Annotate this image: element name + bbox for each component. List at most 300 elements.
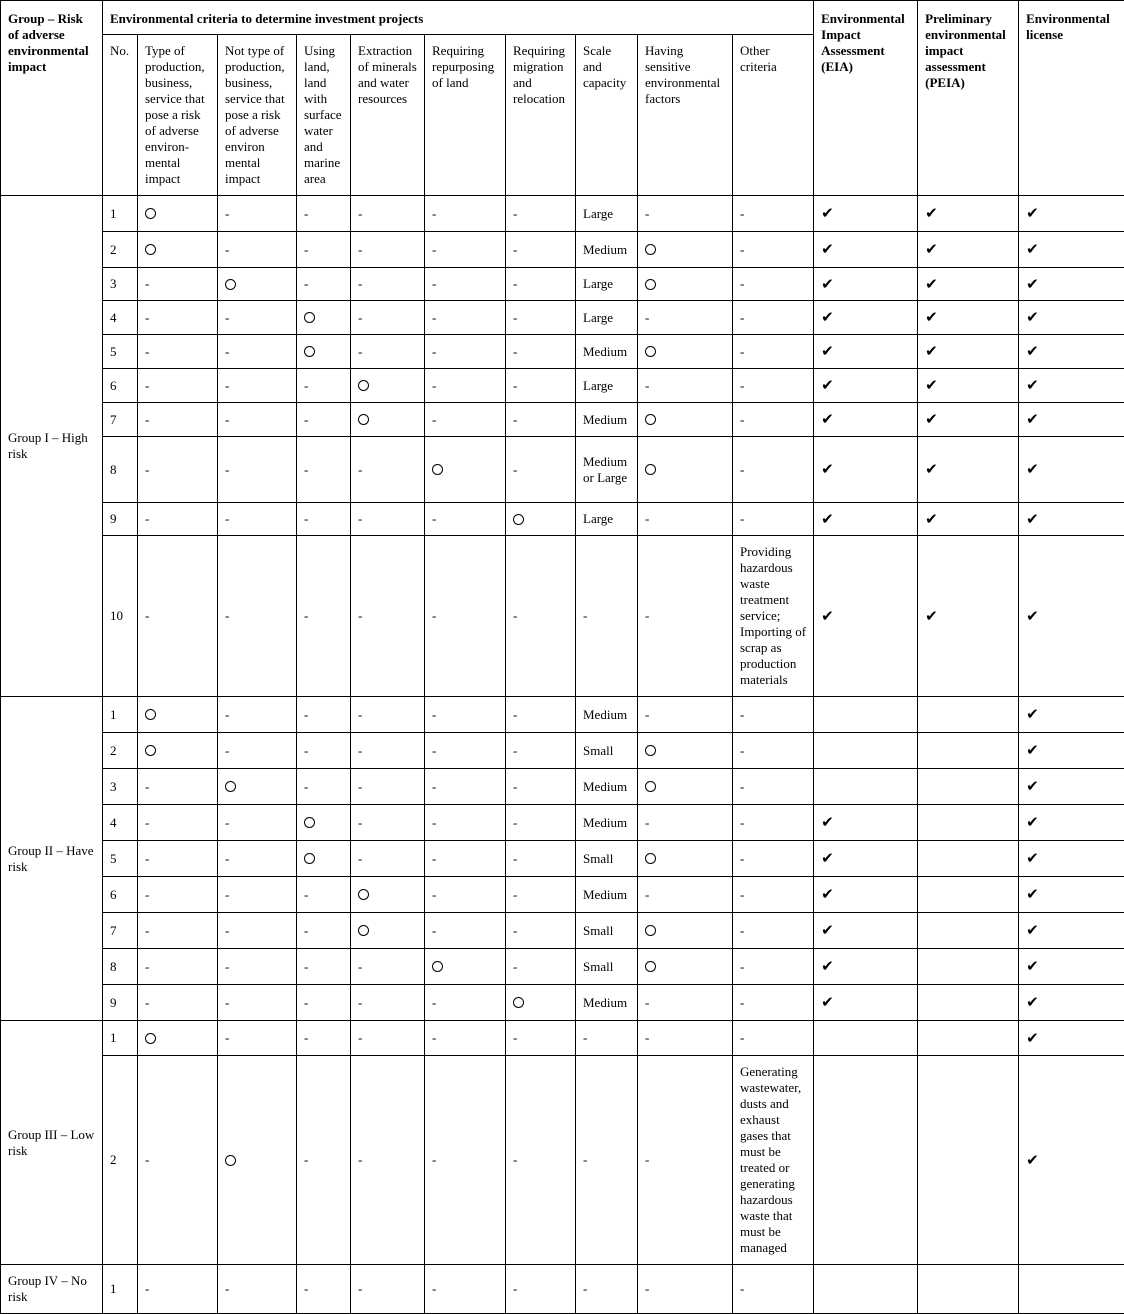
table-row xyxy=(1,877,1124,913)
not-type-risk-cell xyxy=(218,1056,297,1265)
circle-icon xyxy=(645,781,656,792)
row-number: 1 xyxy=(103,697,138,733)
extraction-cell xyxy=(351,369,425,403)
check-icon: ✔ xyxy=(821,460,834,478)
row-number: 6 xyxy=(103,369,138,403)
circle-icon xyxy=(358,889,369,900)
migration-cell: - xyxy=(506,913,576,949)
sensitive-cell xyxy=(638,733,733,769)
check-icon: ✔ xyxy=(821,204,834,222)
group-label: Group II – Have risk xyxy=(1,697,103,1021)
circle-icon xyxy=(645,961,656,972)
table-row xyxy=(1,232,1124,268)
type-risk-cell xyxy=(138,733,218,769)
license-cell xyxy=(1019,536,1124,697)
license-cell xyxy=(1019,949,1124,985)
repurposing-cell xyxy=(425,437,506,503)
migration-cell: - xyxy=(506,949,576,985)
sensitive-cell: - xyxy=(638,301,733,335)
peia-cell xyxy=(918,1265,1019,1314)
peia-cell xyxy=(918,232,1019,268)
license-cell xyxy=(1019,877,1124,913)
license-cell xyxy=(1019,335,1124,369)
not-type-risk-cell: - xyxy=(218,196,297,232)
not-type-risk-cell: - xyxy=(218,403,297,437)
type-risk-cell: - xyxy=(138,536,218,697)
extraction-cell: - xyxy=(351,196,425,232)
peia-cell xyxy=(918,697,1019,733)
migration-cell: - xyxy=(506,335,576,369)
other-criteria-cell: - xyxy=(733,985,814,1021)
license-column-header: Environmental license xyxy=(1019,1,1124,196)
eia-cell xyxy=(814,369,918,403)
circle-icon xyxy=(145,244,156,255)
scale-cell: Medium or Large xyxy=(576,437,638,503)
extraction-cell: - xyxy=(351,232,425,268)
check-icon: ✔ xyxy=(821,308,834,326)
group-label: Group IV – No risk xyxy=(1,1265,103,1314)
check-icon: ✔ xyxy=(1026,1151,1039,1169)
circle-icon xyxy=(645,745,656,756)
type-risk-cell: - xyxy=(138,437,218,503)
scale-cell: Large xyxy=(576,268,638,301)
sensitive-cell xyxy=(638,949,733,985)
other-criteria-cell: - xyxy=(733,403,814,437)
circle-icon xyxy=(304,853,315,864)
circle-icon xyxy=(432,464,443,475)
scale-cell: Large xyxy=(576,369,638,403)
check-icon: ✔ xyxy=(821,607,834,625)
extraction-cell: - xyxy=(351,733,425,769)
scale-column-header: Scale and capacity xyxy=(576,35,638,196)
not-type-risk-cell: - xyxy=(218,697,297,733)
not-type-risk-cell: - xyxy=(218,1021,297,1056)
sensitive-cell: - xyxy=(638,877,733,913)
other-criteria-column-header: Other criteria xyxy=(733,35,814,196)
check-icon: ✔ xyxy=(1026,993,1039,1011)
migration-cell xyxy=(506,503,576,536)
type-risk-cell: - xyxy=(138,268,218,301)
repurposing-cell: - xyxy=(425,268,506,301)
extraction-cell: - xyxy=(351,697,425,733)
using-land-cell: - xyxy=(297,503,351,536)
circle-icon xyxy=(145,1033,156,1044)
using-land-cell: - xyxy=(297,1265,351,1314)
type-risk-cell: - xyxy=(138,503,218,536)
sensitive-cell: - xyxy=(638,1021,733,1056)
header-row-1 xyxy=(1,1,1124,35)
license-cell xyxy=(1019,437,1124,503)
repurposing-cell: - xyxy=(425,536,506,697)
migration-cell xyxy=(506,985,576,1021)
sensitive-cell xyxy=(638,913,733,949)
not-type-risk-cell: - xyxy=(218,503,297,536)
check-icon: ✔ xyxy=(1026,705,1039,723)
table-row xyxy=(1,369,1124,403)
using-land-cell: - xyxy=(297,536,351,697)
repurposing-cell: - xyxy=(425,1265,506,1314)
type-risk-cell: - xyxy=(138,403,218,437)
license-cell xyxy=(1019,196,1124,232)
group-label: Group I – High risk xyxy=(1,196,103,697)
using-land-cell: - xyxy=(297,877,351,913)
peia-column-header: Preliminary environmental impact assessment (PEIA) xyxy=(918,1,1019,196)
circle-icon xyxy=(145,709,156,720)
check-icon: ✔ xyxy=(925,460,938,478)
check-icon: ✔ xyxy=(1026,813,1039,831)
scale-cell: Small xyxy=(576,841,638,877)
eia-cell xyxy=(814,536,918,697)
sensitive-cell: - xyxy=(638,503,733,536)
scale-cell: - xyxy=(576,536,638,697)
check-icon: ✔ xyxy=(1026,607,1039,625)
license-cell xyxy=(1019,769,1124,805)
check-icon: ✔ xyxy=(925,607,938,625)
check-icon: ✔ xyxy=(1026,849,1039,867)
using-land-cell: - xyxy=(297,769,351,805)
check-icon: ✔ xyxy=(1026,1029,1039,1047)
circle-icon xyxy=(358,925,369,936)
using-land-cell xyxy=(297,805,351,841)
scale-cell: Medium xyxy=(576,877,638,913)
check-icon: ✔ xyxy=(821,885,834,903)
using-land-cell: - xyxy=(297,403,351,437)
check-icon: ✔ xyxy=(925,342,938,360)
row-number: 3 xyxy=(103,769,138,805)
sensitive-cell: - xyxy=(638,1056,733,1265)
eia-cell xyxy=(814,769,918,805)
using-land-cell xyxy=(297,301,351,335)
migration-cell: - xyxy=(506,697,576,733)
extraction-cell xyxy=(351,913,425,949)
check-icon: ✔ xyxy=(925,275,938,293)
circle-icon xyxy=(358,380,369,391)
extraction-cell xyxy=(351,877,425,913)
eia-column-header: Environmental Impact Assessment (EIA) xyxy=(814,1,918,196)
type-risk-cell xyxy=(138,1021,218,1056)
table-row xyxy=(1,1056,1124,1265)
row-number: 8 xyxy=(103,949,138,985)
eia-cell xyxy=(814,196,918,232)
scale-cell: - xyxy=(576,1056,638,1265)
peia-cell xyxy=(918,301,1019,335)
extraction-cell: - xyxy=(351,769,425,805)
not-type-risk-cell: - xyxy=(218,841,297,877)
other-criteria-cell: Providing hazardous waste treatment service; Importing of scrap as production materials xyxy=(733,536,814,697)
other-criteria-cell: - xyxy=(733,437,814,503)
circle-icon xyxy=(513,997,524,1008)
other-criteria-cell: - xyxy=(733,369,814,403)
other-criteria-cell: - xyxy=(733,301,814,335)
migration-column-header: Requiring migration and relocation xyxy=(506,35,576,196)
repurposing-cell: - xyxy=(425,196,506,232)
scale-cell: - xyxy=(576,1021,638,1056)
circle-icon xyxy=(645,244,656,255)
check-icon: ✔ xyxy=(821,376,834,394)
migration-cell: - xyxy=(506,877,576,913)
circle-icon xyxy=(645,414,656,425)
check-icon: ✔ xyxy=(925,308,938,326)
not-type-risk-column-header: Not type of production, business, service that pose a risk of adverse environ mental impact xyxy=(218,35,297,196)
license-cell xyxy=(1019,805,1124,841)
table-row xyxy=(1,196,1124,232)
license-cell xyxy=(1019,301,1124,335)
migration-cell: - xyxy=(506,437,576,503)
license-cell xyxy=(1019,1265,1124,1314)
repurposing-cell: - xyxy=(425,232,506,268)
not-type-risk-cell: - xyxy=(218,733,297,769)
check-icon: ✔ xyxy=(925,376,938,394)
migration-cell: - xyxy=(506,733,576,769)
other-criteria-cell: - xyxy=(733,841,814,877)
table-row xyxy=(1,403,1124,437)
check-icon: ✔ xyxy=(821,813,834,831)
migration-cell: - xyxy=(506,196,576,232)
extraction-cell: - xyxy=(351,335,425,369)
circle-icon xyxy=(645,853,656,864)
license-cell xyxy=(1019,369,1124,403)
check-icon: ✔ xyxy=(821,957,834,975)
circle-icon xyxy=(513,514,524,525)
repurposing-cell: - xyxy=(425,697,506,733)
row-number: 2 xyxy=(103,733,138,769)
license-cell xyxy=(1019,697,1124,733)
row-number: 2 xyxy=(103,1056,138,1265)
peia-cell xyxy=(918,913,1019,949)
peia-cell xyxy=(918,335,1019,369)
scale-cell: Small xyxy=(576,913,638,949)
check-icon: ✔ xyxy=(821,275,834,293)
row-number: 3 xyxy=(103,268,138,301)
using-land-cell: - xyxy=(297,697,351,733)
using-land-cell: - xyxy=(297,1021,351,1056)
scale-cell: Medium xyxy=(576,232,638,268)
no-column-header: No. xyxy=(103,35,138,196)
other-criteria-cell: - xyxy=(733,733,814,769)
sensitive-cell: - xyxy=(638,1265,733,1314)
eia-cell xyxy=(814,437,918,503)
eia-cell xyxy=(814,403,918,437)
eia-cell xyxy=(814,335,918,369)
row-number: 9 xyxy=(103,985,138,1021)
table-row xyxy=(1,1021,1124,1056)
scale-cell: Medium xyxy=(576,769,638,805)
peia-cell xyxy=(918,805,1019,841)
migration-cell: - xyxy=(506,232,576,268)
check-icon: ✔ xyxy=(1026,885,1039,903)
other-criteria-cell: - xyxy=(733,196,814,232)
table-row xyxy=(1,949,1124,985)
other-criteria-cell: - xyxy=(733,949,814,985)
type-risk-cell: - xyxy=(138,985,218,1021)
extraction-cell: - xyxy=(351,1021,425,1056)
table-row xyxy=(1,1265,1124,1314)
eia-cell xyxy=(814,949,918,985)
not-type-risk-cell: - xyxy=(218,232,297,268)
eia-cell xyxy=(814,913,918,949)
using-land-cell: - xyxy=(297,232,351,268)
extraction-cell: - xyxy=(351,536,425,697)
using-land-cell: - xyxy=(297,437,351,503)
repurposing-cell: - xyxy=(425,503,506,536)
not-type-risk-cell: - xyxy=(218,369,297,403)
extraction-cell: - xyxy=(351,985,425,1021)
peia-cell xyxy=(918,403,1019,437)
peia-cell xyxy=(918,769,1019,805)
row-number: 10 xyxy=(103,536,138,697)
scale-cell: Small xyxy=(576,949,638,985)
table-row xyxy=(1,335,1124,369)
circle-icon xyxy=(304,346,315,357)
license-cell xyxy=(1019,232,1124,268)
check-icon: ✔ xyxy=(821,342,834,360)
type-risk-cell: - xyxy=(138,369,218,403)
type-risk-cell: - xyxy=(138,805,218,841)
not-type-risk-cell xyxy=(218,268,297,301)
eia-cell xyxy=(814,805,918,841)
check-icon: ✔ xyxy=(1026,460,1039,478)
check-icon: ✔ xyxy=(1026,204,1039,222)
other-criteria-cell: - xyxy=(733,503,814,536)
sensitive-cell xyxy=(638,841,733,877)
eia-cell xyxy=(814,1265,918,1314)
check-icon: ✔ xyxy=(1026,777,1039,795)
other-criteria-cell: - xyxy=(733,805,814,841)
repurposing-cell xyxy=(425,949,506,985)
migration-cell: - xyxy=(506,301,576,335)
license-cell xyxy=(1019,913,1124,949)
type-risk-column-header: Type of production, business, service that pose a risk of adverse environ-mental impact xyxy=(138,35,218,196)
other-criteria-cell: - xyxy=(733,335,814,369)
repurposing-cell: - xyxy=(425,805,506,841)
using-land-cell xyxy=(297,841,351,877)
scale-cell: Medium xyxy=(576,335,638,369)
row-number: 6 xyxy=(103,877,138,913)
row-number: 1 xyxy=(103,1265,138,1314)
check-icon: ✔ xyxy=(1026,240,1039,258)
eia-cell xyxy=(814,268,918,301)
sensitive-cell xyxy=(638,437,733,503)
circle-icon xyxy=(225,279,236,290)
type-risk-cell: - xyxy=(138,335,218,369)
row-number: 4 xyxy=(103,805,138,841)
circle-icon xyxy=(225,781,236,792)
table-row xyxy=(1,697,1124,733)
peia-cell xyxy=(918,268,1019,301)
sensitive-cell: - xyxy=(638,697,733,733)
migration-cell: - xyxy=(506,1265,576,1314)
type-risk-cell: - xyxy=(138,1265,218,1314)
not-type-risk-cell: - xyxy=(218,1265,297,1314)
peia-cell xyxy=(918,733,1019,769)
type-risk-cell: - xyxy=(138,301,218,335)
repurposing-cell: - xyxy=(425,301,506,335)
extraction-cell xyxy=(351,403,425,437)
type-risk-cell: - xyxy=(138,949,218,985)
using-land-cell: - xyxy=(297,949,351,985)
eia-cell xyxy=(814,877,918,913)
eia-cell xyxy=(814,301,918,335)
check-icon: ✔ xyxy=(1026,308,1039,326)
type-risk-cell: - xyxy=(138,769,218,805)
eia-cell xyxy=(814,841,918,877)
check-icon: ✔ xyxy=(1026,275,1039,293)
migration-cell: - xyxy=(506,369,576,403)
check-icon: ✔ xyxy=(821,410,834,428)
scale-cell: Large xyxy=(576,196,638,232)
table-row xyxy=(1,733,1124,769)
repurposing-cell: - xyxy=(425,877,506,913)
migration-cell: - xyxy=(506,1021,576,1056)
sensitive-cell: - xyxy=(638,369,733,403)
eia-cell xyxy=(814,733,918,769)
extraction-cell: - xyxy=(351,805,425,841)
group-column-header: Group – Risk of adverse environmental impact xyxy=(1,1,103,196)
peia-cell xyxy=(918,949,1019,985)
check-icon: ✔ xyxy=(821,993,834,1011)
repurposing-cell: - xyxy=(425,369,506,403)
extraction-column-header: Extraction of minerals and water resources xyxy=(351,35,425,196)
scale-cell: Medium xyxy=(576,403,638,437)
not-type-risk-cell: - xyxy=(218,985,297,1021)
circle-icon xyxy=(432,961,443,972)
other-criteria-cell: - xyxy=(733,1021,814,1056)
other-criteria-cell: - xyxy=(733,877,814,913)
not-type-risk-cell: - xyxy=(218,301,297,335)
using-land-cell: - xyxy=(297,268,351,301)
peia-cell xyxy=(918,536,1019,697)
migration-cell: - xyxy=(506,769,576,805)
check-icon: ✔ xyxy=(925,510,938,528)
repurposing-cell: - xyxy=(425,769,506,805)
not-type-risk-cell: - xyxy=(218,805,297,841)
check-icon: ✔ xyxy=(821,849,834,867)
table-row xyxy=(1,536,1124,697)
table-row xyxy=(1,268,1124,301)
peia-cell xyxy=(918,1056,1019,1265)
using-land-cell: - xyxy=(297,196,351,232)
scale-cell: - xyxy=(576,1265,638,1314)
migration-cell: - xyxy=(506,268,576,301)
check-icon: ✔ xyxy=(1026,921,1039,939)
check-icon: ✔ xyxy=(925,240,938,258)
row-number: 8 xyxy=(103,437,138,503)
repurposing-cell: - xyxy=(425,1056,506,1265)
circle-icon xyxy=(304,312,315,323)
sensitive-cell: - xyxy=(638,985,733,1021)
check-icon: ✔ xyxy=(925,410,938,428)
license-cell xyxy=(1019,503,1124,536)
migration-cell: - xyxy=(506,403,576,437)
row-number: 1 xyxy=(103,1021,138,1056)
type-risk-cell: - xyxy=(138,913,218,949)
check-icon: ✔ xyxy=(821,240,834,258)
repurposing-cell: - xyxy=(425,841,506,877)
repurposing-cell: - xyxy=(425,985,506,1021)
migration-cell: - xyxy=(506,805,576,841)
extraction-cell: - xyxy=(351,1265,425,1314)
using-land-cell: - xyxy=(297,1056,351,1265)
row-number: 7 xyxy=(103,913,138,949)
not-type-risk-cell: - xyxy=(218,437,297,503)
scale-cell: Medium xyxy=(576,985,638,1021)
row-number: 9 xyxy=(103,503,138,536)
check-icon: ✔ xyxy=(821,921,834,939)
not-type-risk-cell xyxy=(218,769,297,805)
check-icon: ✔ xyxy=(821,510,834,528)
using-land-cell: - xyxy=(297,733,351,769)
eia-cell xyxy=(814,503,918,536)
